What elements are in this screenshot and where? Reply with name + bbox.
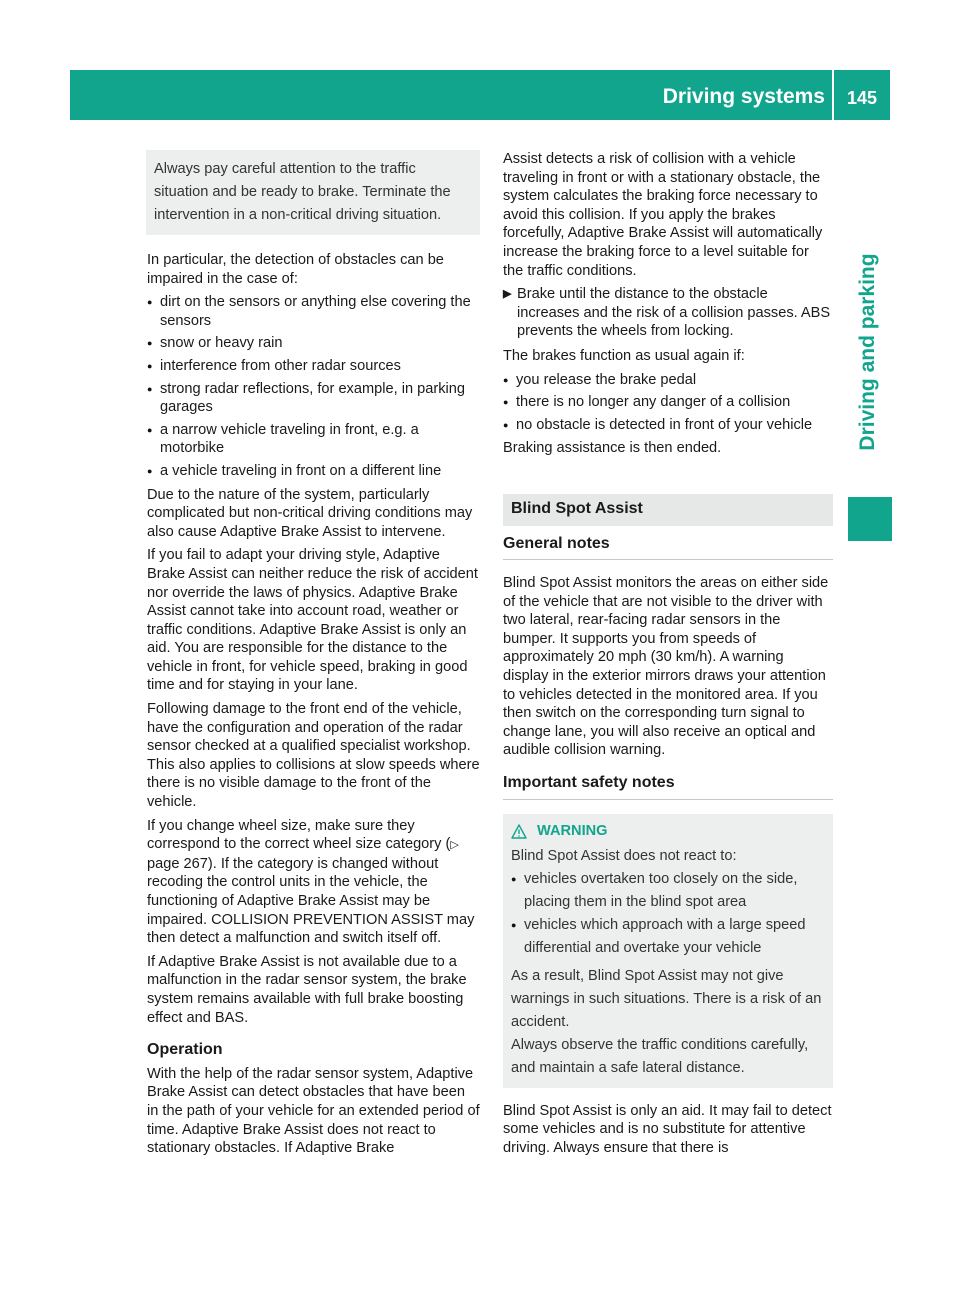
general-notes-heading: General notes [503, 535, 833, 561]
paragraph: The brakes function as usual again if: [503, 347, 745, 364]
step-arrow-icon: ▶ [503, 288, 512, 301]
safety-notes-heading: Important safety notes [503, 774, 833, 800]
warning-text: Always observe the traffic conditions carefully, and maintain a safe lateral distance. [511, 1036, 809, 1076]
list-item: ● no obstacle is detected in front of your vehicle [503, 416, 833, 435]
list-item: ● a narrow vehicle traveling in front, e.g. a motorbike [147, 421, 480, 458]
instruction-step [503, 285, 833, 341]
list-item: ● a vehicle traveling in front on a different line [147, 462, 480, 481]
list-item: ● vehicles overtaken too closely on the side, placing them in the blind spot area [511, 868, 825, 914]
side-tab [848, 222, 888, 482]
page-number: 145 [846, 88, 878, 108]
paragraph: If Adaptive Brake Assist is not available due to a malfunction in the radar sensor system, the brake system remains available with full brake boosting effect and BAS. [147, 953, 467, 1026]
list-item: ● you release the brake pedal [503, 371, 833, 390]
left-column [147, 150, 480, 1163]
paragraph-text: If you change wheel size, make sure they correspond to the correct wheel size category [147, 817, 442, 853]
warning-triangle-icon [511, 824, 527, 839]
paragraph: Blind Spot Assist monitors the areas on either side of the vehicle that are not visible to the driver with two lateral, rear-facing radar sensors in the bumper. It supports you from speeds of approximately 20 mph (30 km/h). A warning display in the exterior mirrors draws your attention to vehicles detected in the monitored area. If you then switch on the corresponding turn signal to change lane, you will also receive an optical and audible collision warning. [503, 575, 829, 759]
section-title: Blind Spot Assist [503, 494, 833, 526]
list-item: ● dirt on the sensors or anything else covering the sensors [147, 293, 480, 330]
detection-intro: In particular, the detection of obstacles can be impaired in the case of: [147, 252, 444, 287]
brakes-list [503, 371, 833, 435]
notice-box: Always pay careful attention to the traffic situation and be ready to brake. Terminate the intervention in a non-critical driving situation. [146, 150, 480, 235]
page-ref-link[interactable]: page 267 [147, 855, 208, 872]
detection-list [147, 293, 480, 480]
side-tab-label: Driving and parking [856, 253, 879, 451]
step-text: Brake until the distance to the obstacle increases and the risk of a collision passes. ABS prevents the wheels from locking. [517, 286, 831, 340]
warning-label: WARNING [537, 822, 608, 839]
paragraph: If you fail to adapt your driving style, Adaptive Brake Assist can neither reduce the risk of accident nor override the laws of physics. Adaptive Brake Assist cannot take into account road, weather or traffic conditions. Adaptive Brake Assist is only an aid. You are responsible for the distance to the vehicle in front, for vehicle speed, braking in good time and for staying in your lane. [147, 547, 478, 694]
paragraph: Assist detects a risk of collision with a vehicle traveling in front or with a stationary obstacle, the system calculates the braking force necessary to avoid this collision. If you apply the brakes forcefully, Adaptive Brake Assist will automatically increase the braking force to a level suitable for the traffic conditions. [503, 151, 823, 279]
page-ref-arrow-icon: ▷ [450, 839, 459, 852]
list-item: ● snow or heavy rain [147, 334, 480, 353]
paragraph-wheel-size: If you change wheel size, make sure they correspond to the correct wheel size category (▷ page 267). If the category is changed without recoding the control units in the vehicle, the functioning of Adaptive Brake Assist may be impaired. COLLISION PREVENTION ASSIST may then detect a malfunction and switch itself off. [147, 817, 475, 947]
list-item: ● there is no longer any danger of a collision [503, 393, 833, 412]
warning-list [511, 868, 825, 960]
list-item: ● strong radar reflections, for example, in parking garages [147, 380, 480, 417]
paragraph: Braking assistance is then ended. [503, 440, 722, 457]
paragraph: Blind Spot Assist is only an aid. It may fail to detect some vehicles and is no substitute for attentive driving. Always ensure that there is [503, 1102, 832, 1156]
side-tab-marker [848, 497, 892, 541]
list-item: ● vehicles which approach with a large speed differential and overtake your vehicle [511, 914, 825, 960]
warning-text: As a result, Blind Spot Assist may not give warnings in such situations. There is a risk of an accident. [511, 967, 822, 1030]
right-column [503, 150, 833, 1162]
paragraph: With the help of the radar sensor system, Adaptive Brake Assist can detect obstacles that have been in the path of your vehicle for an extended period of time. Adaptive Brake Assist does not react to stationary obstacles. If Adaptive Brake [147, 1065, 480, 1157]
header-title: Driving systems [662, 85, 825, 108]
paragraph: Due to the nature of the system, particularly complicated but non-critical driving conditions may also cause Adaptive Brake Assist to intervene. [147, 486, 473, 540]
warning-intro: Blind Spot Assist does not react to: [511, 847, 737, 864]
paragraph: Following damage to the front end of the vehicle, have the configuration and operation of the radar sensor checked at a qualified specialist workshop. This also applies to collisions at slow speeds where there is no visible damage to the front of the vehicle. [147, 701, 480, 811]
paragraph-text: ). If the category is changed without recoding the control units in the vehicle, the functioning of Adaptive Brake Assist may be impaired. COLLISION PREVENTION ASSIST may then detect a malfunction and switch itself off. [147, 855, 475, 947]
list-item: ● interference from other radar sources [147, 357, 480, 376]
warning-title [511, 820, 825, 843]
operation-heading: Operation [147, 1041, 223, 1059]
warning-box [503, 814, 833, 1088]
